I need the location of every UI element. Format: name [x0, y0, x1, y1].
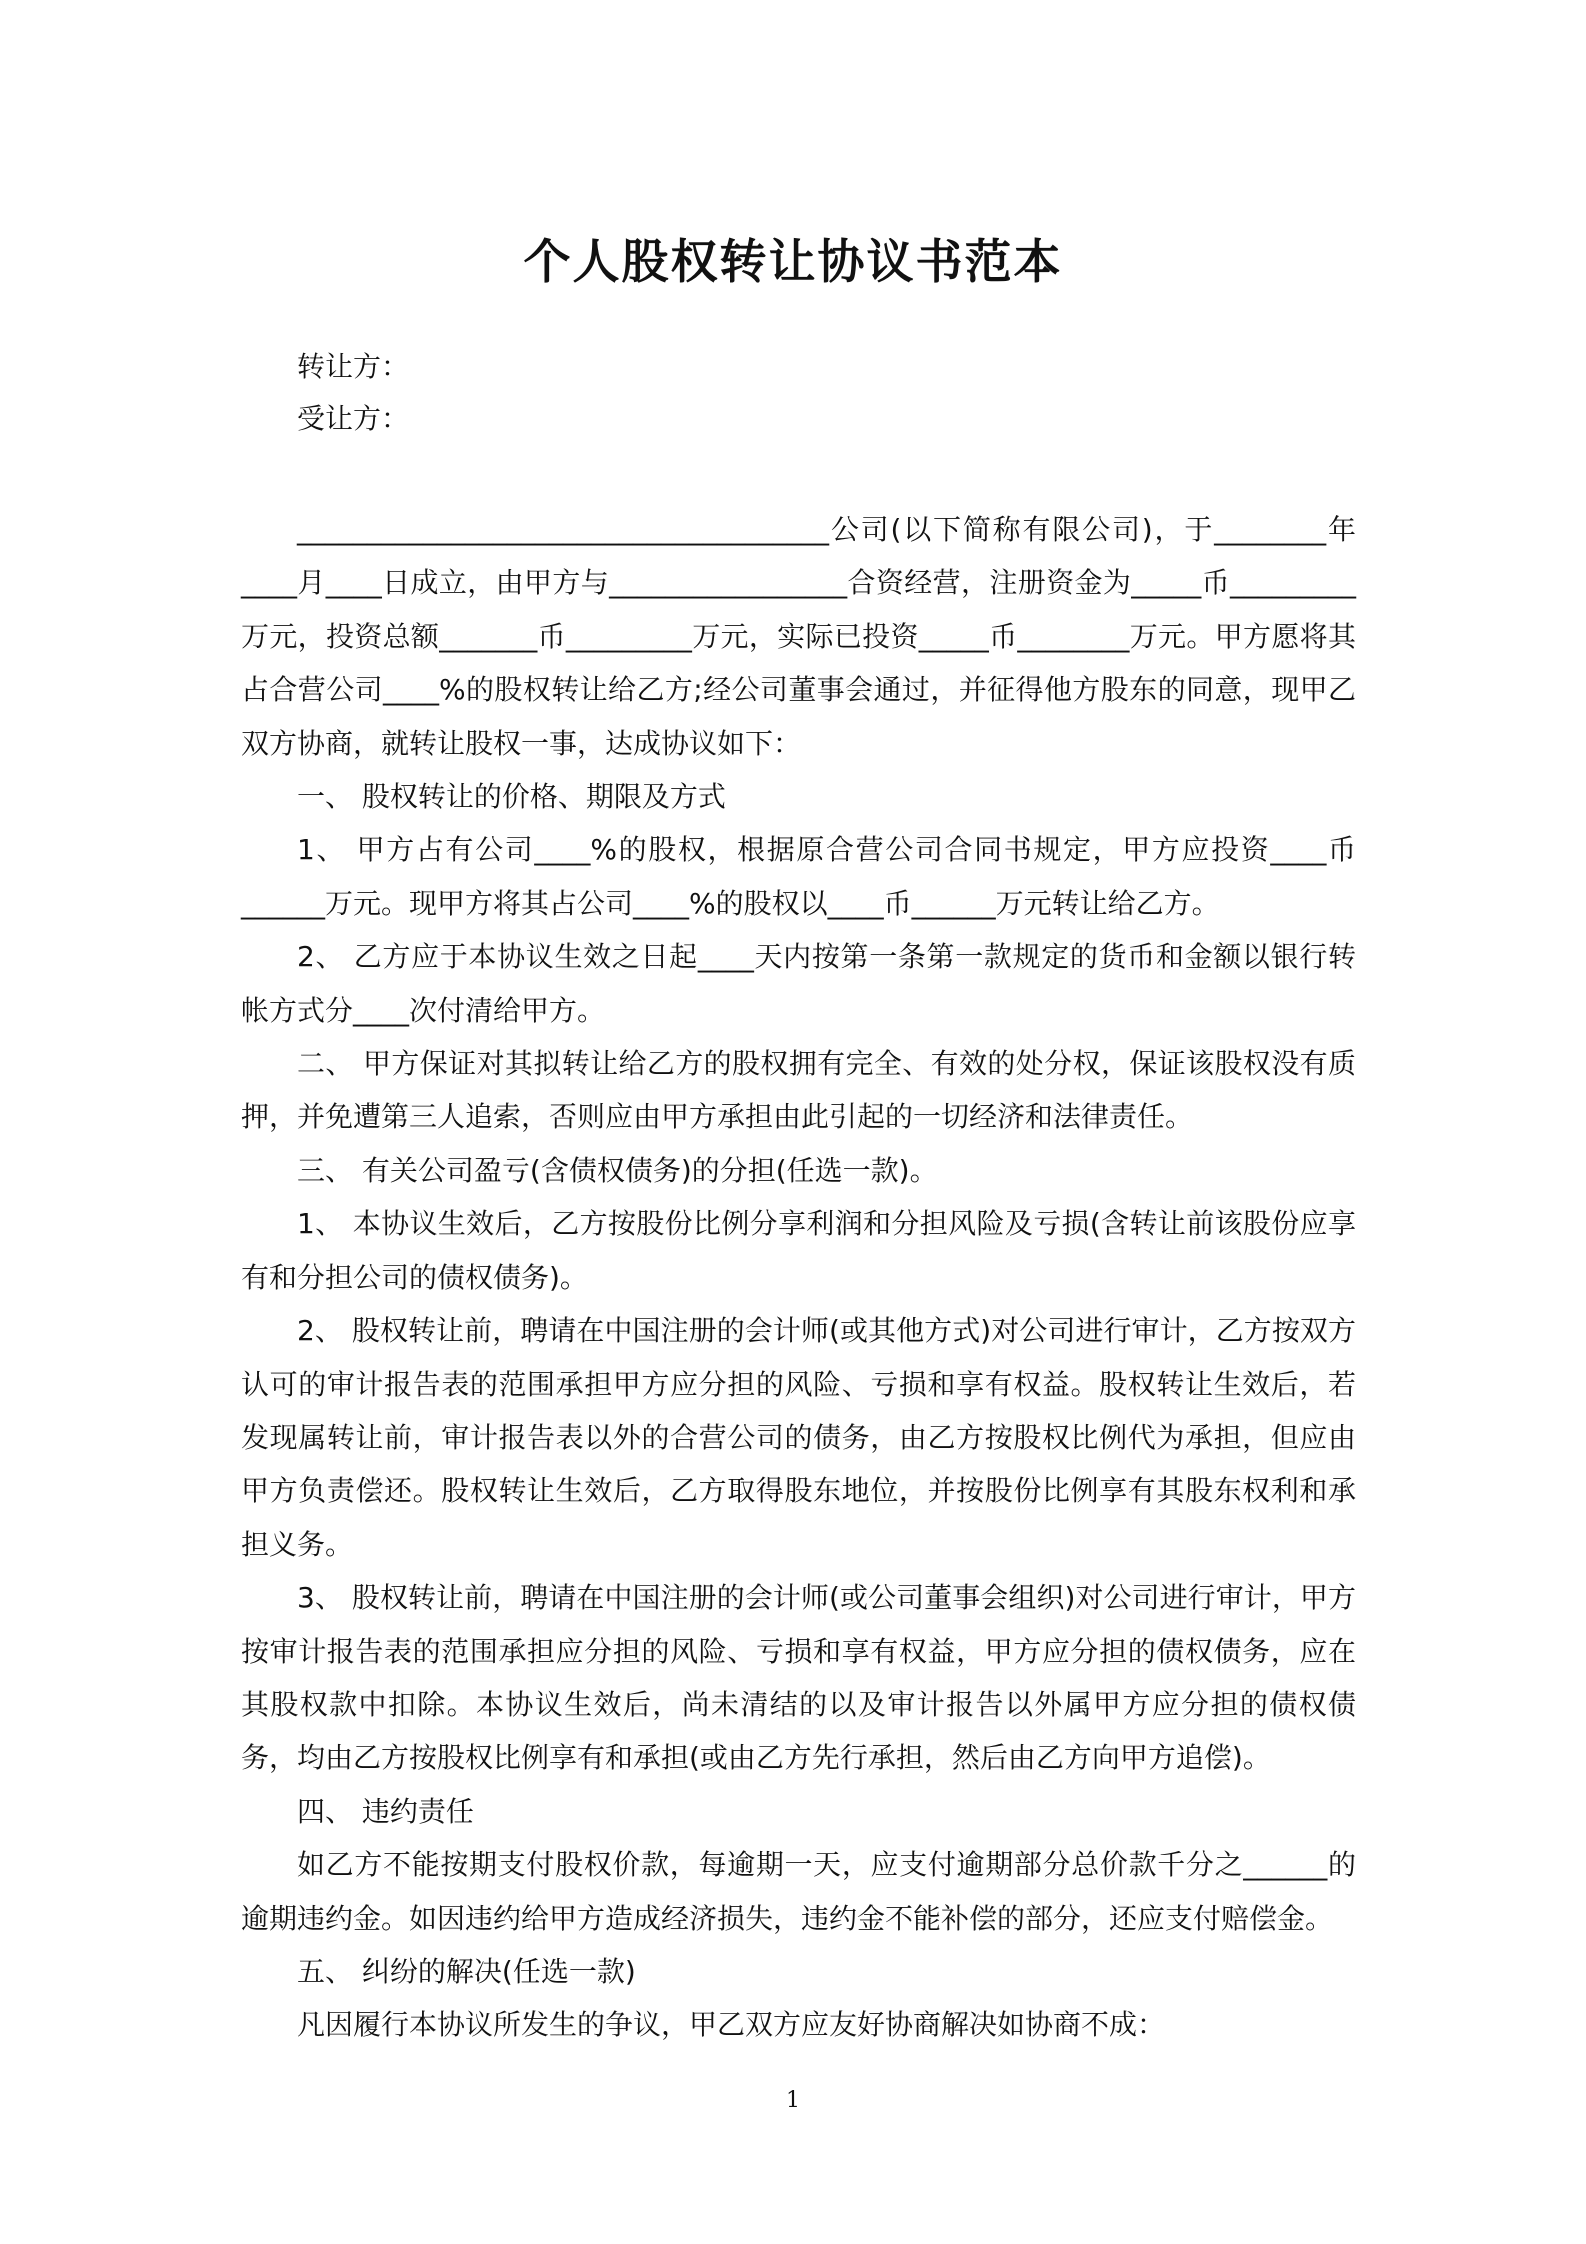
clause-3-2: 2、 股权转让前，聘请在中国注册的会计师(或其他方式)对公司进行审计，乙方按双方认可的审计报告表的范围承担甲方应分担的风险、亏损和享有权益。股权转让生效后，若发现属转让前，审计报告表以外的合营公司的债务，由乙方按股权比例代为承担，但应由甲方负责偿还。股权转让生效后，乙方取得股东地位，并按股份比例享有其股东权利和承担义务。 — [241, 1314, 1356, 1561]
section-warranty: 二、 甲方保证对其拟转让给乙方的股权拥有完全、有效的处分权，保证该股权没有质押，并免遭第三人追索，否则应由甲方承担由此引起的一切经济和法律责任。 — [241, 1047, 1356, 1134]
document-title: 个人股权转让协议书范本 — [523, 235, 1063, 290]
dispute-paragraph: 凡因履行本协议所发生的争议，甲乙双方应友好协商解决如协商不成： — [297, 2008, 1166, 2042]
section-heading-price: 一、 股权转让的价格、期限及方式 — [297, 780, 726, 814]
page-number: 1 — [786, 2088, 800, 2113]
clause-1-1: 1、 甲方占有公司____%的股权，根据原合营公司合同书规定，甲方应投资____币______万元。现甲方将其占公司____%的股权以____币______万元转让给乙方。 — [241, 833, 1356, 920]
section-heading-profit-loss: 三、 有关公司盈亏(含债权债务)的分担(任选一款)。 — [297, 1153, 938, 1187]
clause-3-1: 1、 本协议生效后，乙方按股份比例分享利润和分担风险及亏损(含转让前该股份应享有和分担公司的债权债务)。 — [241, 1207, 1356, 1294]
transferor-label: 转让方： — [297, 350, 410, 383]
transferee-label: 受让方： — [297, 402, 410, 435]
section-heading-dispute: 五、 纠纷的解决(任选一款) — [297, 1954, 636, 1988]
section-heading-liability: 四、 违约责任 — [297, 1794, 474, 1828]
clause-3-3: 3、 股权转让前，聘请在中国注册的会计师(或公司董事会组织)对公司进行审计，甲方按审计报告表的范围承担应分担的风险、亏损和享有权益，甲方应分担的债权债务，应在其股权款中扣除。本协议生效后，尚未清结的以及审计报告以外属甲方应分担的债权债务，均由乙方按股权比例享有和承担(或由乙方先行承担，然后由乙方向甲方追偿)。 — [241, 1581, 1356, 1775]
intro-paragraph: ______________________________________公司(以下简称有限公司)，于________年____月____日成立，由甲方与_________________合资经营，注册资金为_____币_________万元，投资总额_______币_________万元，实际已投资_____币________万元。甲方愿将其占合营公司____%的股权转让给乙方;经公司董事会通过，并征得他方股东的同意，现甲乙双方协商，就转让股权一事，达成协议如下： — [241, 513, 1356, 760]
liability-paragraph: 如乙方不能按期支付股权价款，每逾期一天，应支付逾期部分总价款千分之______的逾期违约金。如因违约给甲方造成经济损失，违约金不能补偿的部分，还应支付赔偿金。 — [241, 1848, 1356, 1935]
agreement-body — [241, 503, 1356, 2052]
clause-1-2: 2、 乙方应于本协议生效之日起____天内按第一条第一款规定的货币和金额以银行转帐方式分____次付清给甲方。 — [241, 940, 1356, 1027]
